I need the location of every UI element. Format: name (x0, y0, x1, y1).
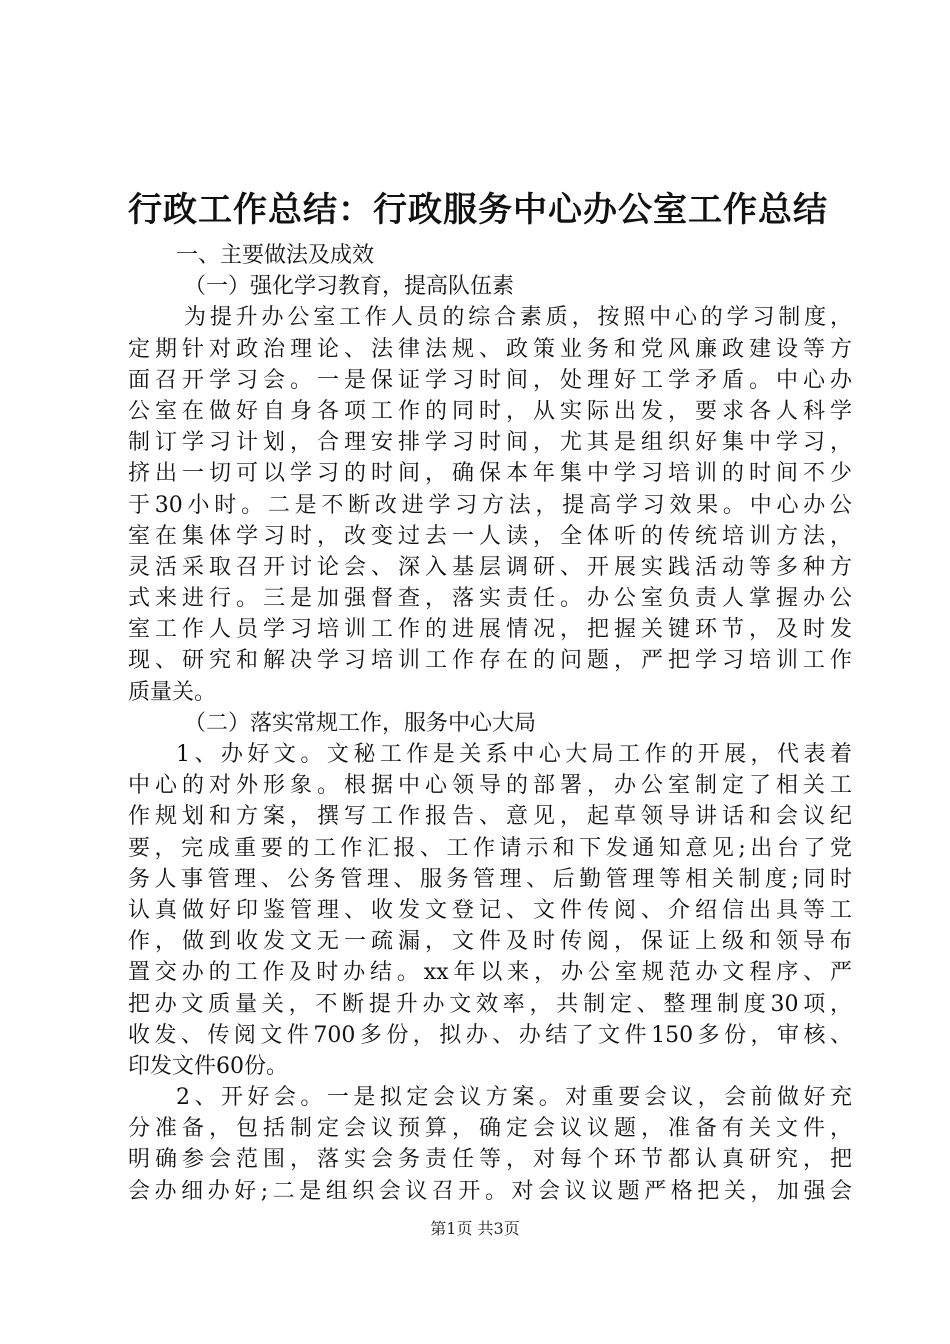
paragraph-line: 认真做好印鉴管理、收发文登记、文件传阅、介绍信出具等工 (128, 897, 852, 923)
paragraph-line: 一、主要做法及成效 (176, 243, 375, 268)
paragraph-line: 灵活采取召开讨论会、深入基层调研、开展实践活动等多种方 (128, 554, 852, 580)
paragraph-line: 公室在做好自身各项工作的同时，从实际出发，要求各人科学 (128, 398, 852, 424)
paragraph-line: 明确参会范围，落实会务责任等，对每个环节都认真研究，把 (128, 1147, 852, 1173)
paragraph-line: 质量关。 (128, 679, 217, 705)
paragraph-line: 要，完成重要的工作汇报、工作请示和下发通知意见;出台了党 (128, 835, 852, 861)
paragraph-line: 为提升办公室工作人员的综合素质，按照中心的学习制度， (184, 305, 852, 331)
paragraph-line: 作，做到收发文无一疏漏，文件及时传阅，保证上级和领导布 (128, 929, 852, 955)
paragraph-line: 室在集体学习时，改变过去一人读，全体听的传统培训方法， (128, 523, 852, 549)
paragraph-line: 中心的对外形象。根据中心领导的部署，办公室制定了相关工 (128, 773, 852, 799)
paragraph-line: 挤出一切可以学习的时间，确保本年集中学习培训的时间不少 (128, 461, 852, 487)
paragraph-line: 于30小时。二是不断改进学习方法，提高学习效果。中心办公 (128, 492, 852, 518)
paragraph-line: 会办细办好;二是组织会议召开。对会议议题严格把关，加强会 (128, 1178, 852, 1204)
paragraph-line: 制订学习计划，合理安排学习时间，尤其是组织好集中学习， (128, 430, 852, 456)
paragraph-line: 把办文质量关，不断提升办文效率，共制定、整理制度30项， (128, 991, 852, 1017)
paragraph-line: 2、开好会。一是拟定会议方案。对重要会议，会前做好充 (176, 1085, 852, 1111)
page-footer: 第1页 共3页 (430, 1219, 520, 1238)
paragraph-line: 分准备，包括制定会议预算，确定会议议题，准备有关文件， (128, 1116, 852, 1142)
paragraph-line: （一）强化学习教育，提高队伍素 (184, 274, 515, 300)
paragraph-line: 印发文件60份。 (128, 1053, 288, 1079)
paragraph-line: 式来进行。三是加强督查，落实责任。办公室负责人掌握办公 (128, 586, 852, 612)
paragraph-line: 作规划和方案，撰写工作报告、意见，起草领导讲话和会议纪 (128, 804, 852, 830)
paragraph-line: 务人事管理、公务管理、服务管理、后勤管理等相关制度;同时 (128, 866, 852, 892)
document-title: 行政工作总结：行政服务中心办公室工作总结 (128, 190, 828, 230)
document-body (128, 240, 852, 1207)
paragraph-line: 现、研究和解决学习培训工作存在的问题，严把学习培训工作 (128, 648, 852, 674)
paragraph-line: 定期针对政治理论、法律法规、政策业务和党风廉政建设等方 (128, 336, 852, 362)
paragraph-line: 置交办的工作及时办结。xx年以来，办公室规范办文程序、严 (128, 960, 852, 986)
paragraph-line: 收发、传阅文件700多份，拟办、办结了文件150多份，审核、 (128, 1022, 852, 1048)
paragraph-line: （二）落实常规工作，服务中心大局 (184, 710, 537, 736)
paragraph-line: 面召开学习会。一是保证学习时间，处理好工学矛盾。中心办 (128, 367, 852, 393)
paragraph-line: 1、办好文。文秘工作是关系中心大局工作的开展，代表着 (176, 742, 852, 767)
paragraph-line: 室工作人员学习培训工作的进展情况，把握关键环节，及时发 (128, 617, 852, 643)
